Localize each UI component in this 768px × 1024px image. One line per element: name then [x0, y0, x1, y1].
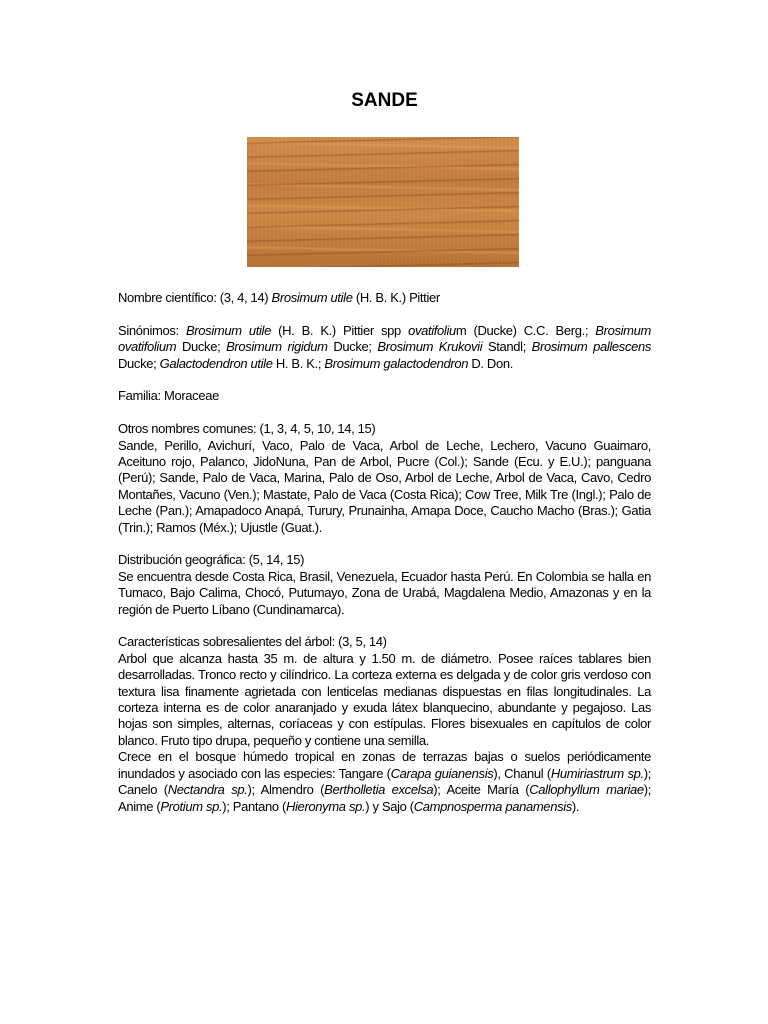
scientific-name-species: Brosimum utile	[271, 290, 353, 305]
synonym-name: Brosimum utile	[185, 322, 271, 338]
synonyms-paragraph	[118, 323, 651, 372]
synonym-text: Ducke;	[176, 339, 227, 355]
habitat-segment: Crece en el bosque húmedo tropical en zonas de terrazas bajas o suelos periódicamente inundados y asociado con las especies: Tangare (	[118, 749, 651, 781]
habitat-segment: ); Almendro (	[247, 782, 325, 798]
scientific-name	[118, 290, 651, 306]
synonym-text: (H. B. K.) Pittier spp	[270, 322, 409, 338]
synonym-text: Standl;	[482, 339, 532, 355]
habitat-segment: ).	[571, 798, 580, 814]
family: Familia: Moraceae	[118, 388, 219, 404]
species-name: Nectandra sp.	[167, 782, 248, 798]
synonym-name: Brosimum Krukovii	[377, 339, 483, 355]
habitat-segment: ); Aceite María (	[433, 782, 530, 798]
document-body	[118, 290, 651, 831]
page-title: SANDE	[351, 90, 418, 111]
synonym-text: m (Ducke) C.C. Berg.;	[455, 322, 596, 338]
wood-sample-image	[247, 137, 519, 267]
species-name: Humiriastrum sp.	[550, 765, 644, 781]
synonyms-label: Sinónimos:	[118, 322, 186, 338]
species-name: Carapa guianensis	[390, 765, 494, 781]
species-name: Callophyllum mariae	[529, 782, 644, 798]
synonym-name: Brosimum rigidum	[226, 339, 328, 355]
synonym-name: Brosimum pallescens	[531, 339, 652, 355]
species-name: Hieronyma sp.	[285, 798, 366, 814]
distribution-text: Se encuentra desde Costa Rica, Brasil, Venezuela, Ecuador hasta Perú. En Colombia se halla en Tumaco, Bajo Calima, Chocó, Putumayo, Zona de Urabá, Magdalena Medio, Amazonas y en la región de Puerto Líbano (Cundinamarca).	[118, 568, 651, 617]
habitat-segment: ); Anime (	[118, 782, 652, 814]
synonym-name: Brosimum galactodendron	[324, 355, 469, 371]
species-name: Protium sp.	[160, 798, 223, 814]
habitat-segment: ), Chanul (	[493, 765, 551, 781]
habitat-segment: ) y Sajo (	[365, 798, 414, 814]
characteristics-heading: Características sobresalientes del árbol: (3, 5, 14)	[118, 634, 387, 650]
common-names-text: Sande, Perillo, Avichurí, Vaco, Palo de Vaca, Arbol de Leche, Lechero, Vacuno Guaimaro, Aceituno rojo, Palanco, JidoNuna, Pan de Arbol, Pucre (Col.); Sande (Ecu. y E.U.); panguana (Perú); Sande, Palo de Vaca, Marina, Palo de Oso, Arbol de Leche, Arbol de Vaca, Cavo, Cedro Montañes, Vacuno (Ven.); Mastate, Palo de Vaca (Costa Rica); Cow Tree, Milk Tre (Ingl.); Palo de Leche (Pan.); Amapadoco Anapá, Turury, Prunainha, Amapa Doce, Caucho Macho (Bras.); Gatia (Trin.); Ramos (Méx.); Ujustle (Guat.).	[118, 437, 651, 535]
synonym-text: Ducke;	[327, 339, 378, 355]
habitat-segment: ); Pantano (	[222, 798, 286, 814]
synonym-text: H. B. K.;	[272, 355, 325, 371]
species-name: Bertholletia excelsa	[324, 782, 434, 798]
scientific-name-label: Nombre científico: (3, 4, 14)	[118, 290, 272, 305]
synonym-text: D. Don.	[468, 355, 513, 371]
habitat-text	[118, 749, 651, 815]
common-names-heading: Otros nombres comunes: (1, 3, 4, 5, 10, 14, 15)	[118, 421, 376, 437]
characteristics-text: Arbol que alcanza hasta 35 m. de altura y 1.50 m. de diámetro. Posee raíces tablares bien desarrolladas. Tronco recto y cilíndrico. La corteza externa es delgada y de color gris verdoso con textura lisa finamente agrietada con lenticelas medianas dispuestas en filas longitudinales. La corteza interna es de color anaranjado y exuda látex blanquecino, abundante y pegajoso. Las hojas son simples, alternas, coríaceas y con estípulas. Flores bisexuales en capítulos de color blanco. Fruto tipo drupa, pequeño y contiene una semilla.	[118, 650, 651, 748]
synonym-name: Brosimum ovatifolium	[118, 322, 651, 355]
habitat-segment: ); Canelo (	[118, 765, 652, 798]
synonym-name: ovatifoliu	[408, 322, 456, 338]
scientific-name-author: (H. B. K.) Pittier	[352, 290, 440, 305]
distribution-heading: Distribución geográfica: (5, 14, 15)	[118, 552, 305, 568]
synonym-text: Ducke;	[118, 355, 160, 371]
species-name: Campnosperma panamensis	[413, 798, 572, 814]
synonym-name: Galactodendron utile	[159, 355, 273, 371]
